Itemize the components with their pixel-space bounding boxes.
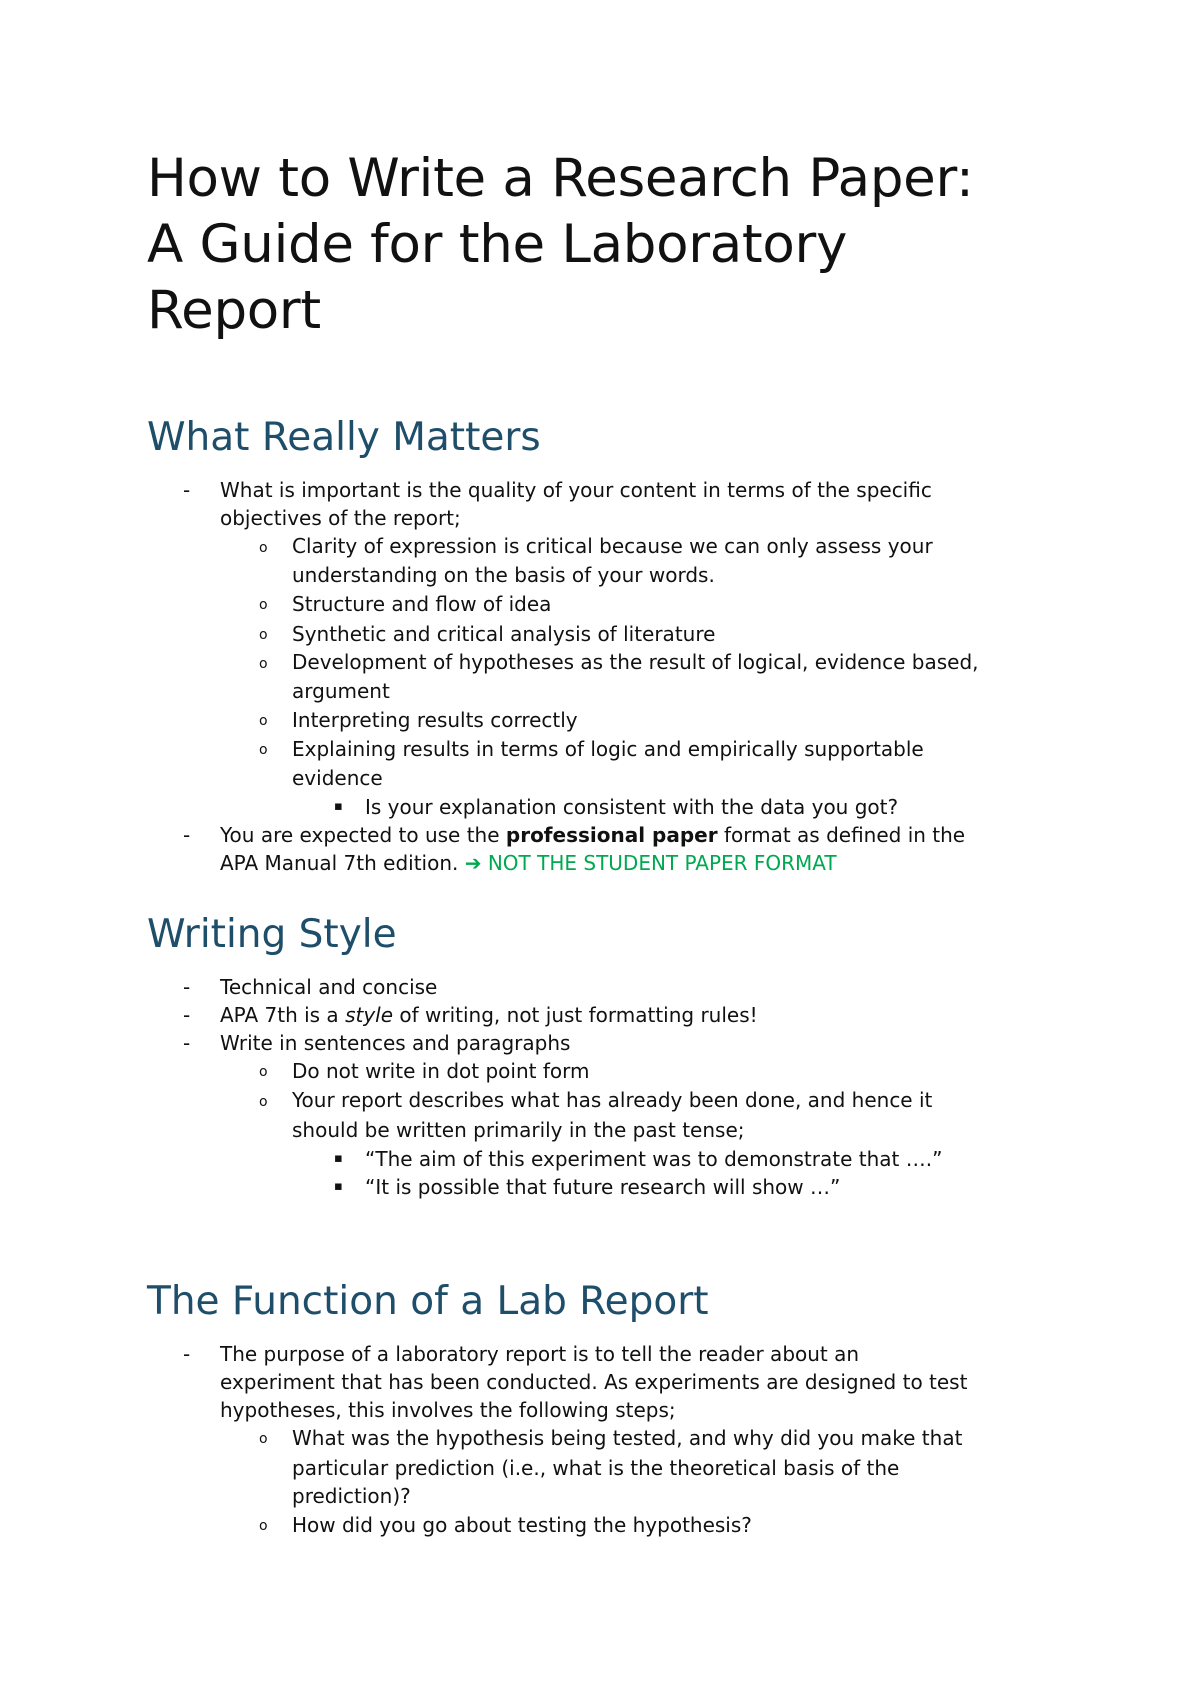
list-item: Synthetic and critical analysis of literature — [292, 622, 716, 646]
list-item-continued: argument — [292, 679, 390, 703]
list-item: “The aim of this experiment was to demonstrate that ….” — [365, 1147, 943, 1171]
circle-bullet: o — [259, 1064, 268, 1080]
list-item-continued: should be written primarily in the past tense; — [292, 1118, 745, 1142]
title-line-3: Report — [147, 280, 321, 341]
list-item-continued: particular prediction (i.e., what is the theoretical basis of the — [292, 1456, 900, 1480]
text-run: You are expected to use the — [220, 823, 506, 847]
list-item: Technical and concise — [220, 975, 438, 999]
heading-function-of-lab-report: The Function of a Lab Report — [147, 1279, 709, 1324]
list-item: What is important is the quality of your content in terms of the specific — [220, 478, 932, 502]
list-item-continued — [220, 849, 837, 877]
list-item — [220, 821, 965, 849]
list-item: Interpreting results correctly — [292, 708, 578, 732]
arrow-icon: ➔ — [464, 851, 482, 875]
list-item-continued: hypotheses, this involves the following steps; — [220, 1398, 676, 1422]
circle-bullet: o — [259, 742, 268, 758]
text-run: of writing, not just formatting rules! — [393, 1003, 758, 1027]
list-item: Do not write in dot point form — [292, 1059, 590, 1083]
italic-text: style — [345, 1003, 394, 1027]
list-item-continued: experiment that has been conducted. As experiments are designed to test — [220, 1370, 968, 1394]
list-item: Write in sentences and paragraphs — [220, 1031, 571, 1055]
dash-bullet: - — [183, 1003, 191, 1027]
circle-bullet: o — [259, 1431, 268, 1447]
dash-bullet: - — [183, 823, 191, 847]
heading-writing-style: Writing Style — [147, 912, 397, 957]
list-item: Structure and flow of idea — [292, 592, 552, 616]
square-bullet: ▪ — [334, 799, 343, 814]
dash-bullet: - — [183, 975, 191, 999]
square-bullet: ▪ — [334, 1151, 343, 1166]
dash-bullet: - — [183, 478, 191, 502]
list-item: How did you go about testing the hypothesis? — [292, 1513, 752, 1537]
circle-bullet: o — [259, 627, 268, 643]
highlighted-note: NOT THE STUDENT PAPER FORMAT — [481, 851, 837, 875]
dash-bullet: - — [183, 1342, 191, 1366]
circle-bullet: o — [259, 656, 268, 672]
list-item-continued: understanding on the basis of your words. — [292, 563, 715, 587]
list-item: What was the hypothesis being tested, and why did you make that — [292, 1426, 963, 1450]
text-run: APA 7th is a — [220, 1003, 346, 1027]
square-bullet: ▪ — [334, 1179, 343, 1194]
circle-bullet: o — [259, 597, 268, 613]
document-title — [147, 146, 974, 344]
circle-bullet: o — [259, 1518, 268, 1534]
text-run: APA Manual 7th edition. — [220, 851, 465, 875]
title-line-2: A Guide for the Laboratory — [147, 214, 848, 275]
circle-bullet: o — [259, 713, 268, 729]
heading-what-really-matters: What Really Matters — [147, 415, 541, 460]
list-item: Clarity of expression is critical because we can only assess your — [292, 534, 933, 558]
list-item: The purpose of a laboratory report is to tell the reader about an — [220, 1342, 860, 1366]
list-item: Your report describes what has already been done, and hence it — [292, 1088, 933, 1112]
list-item-continued: prediction)? — [292, 1484, 411, 1508]
list-item: Is your explanation consistent with the data you got? — [365, 795, 899, 819]
list-item: Development of hypotheses as the result of logical, evidence based, — [292, 650, 979, 674]
circle-bullet: o — [259, 1094, 268, 1110]
list-item: “It is possible that future research will show …” — [365, 1175, 841, 1199]
list-item — [220, 1001, 758, 1029]
title-line-1: How to Write a Research Paper: — [147, 148, 974, 209]
bold-text: professional paper — [505, 823, 718, 847]
list-item: Explaining results in terms of logic and empirically supportable — [292, 737, 924, 761]
list-item-continued: evidence — [292, 766, 383, 790]
text-run: format as defined in the — [717, 823, 966, 847]
circle-bullet: o — [259, 540, 268, 556]
list-item-continued: objectives of the report; — [220, 506, 461, 530]
dash-bullet: - — [183, 1031, 191, 1055]
